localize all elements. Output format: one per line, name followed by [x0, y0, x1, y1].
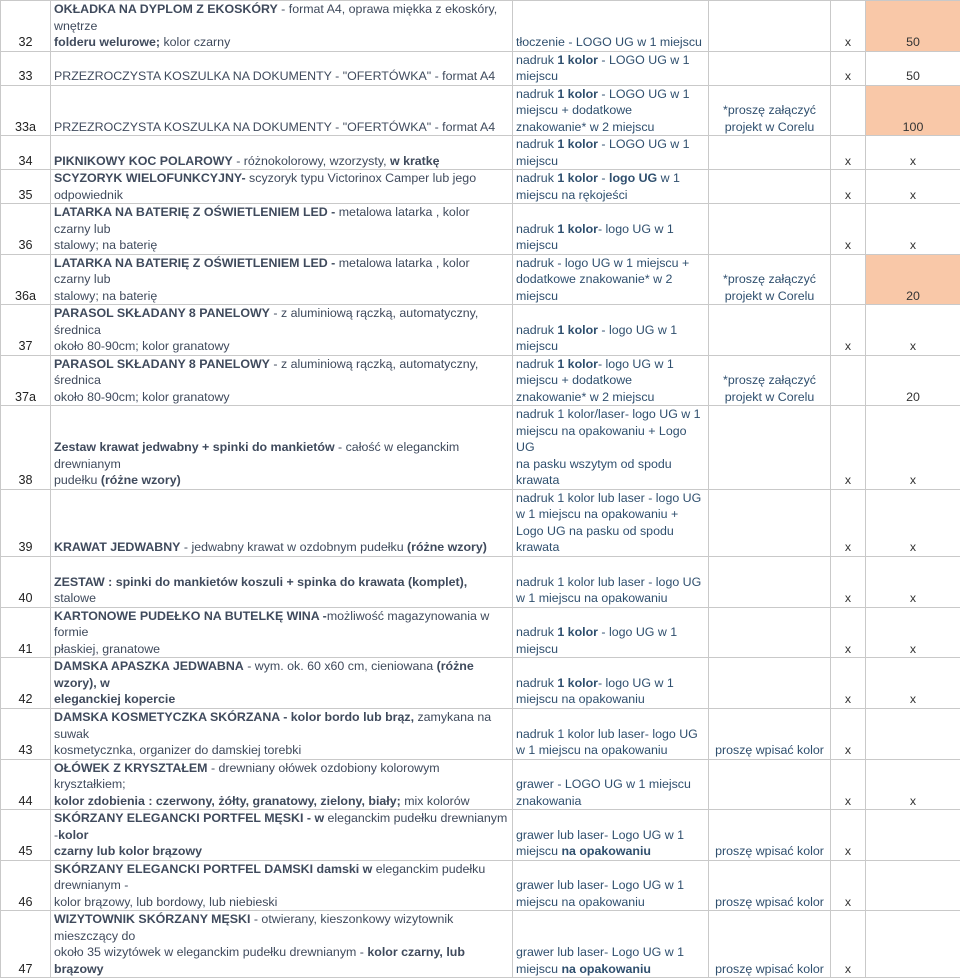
note-cell	[709, 406, 831, 490]
item-number-cell: 34	[1, 136, 51, 170]
desc-text: metalowa latarka , kolor czarny lub stalowy; na baterię	[54, 205, 470, 252]
item-number-cell: 43	[1, 708, 51, 759]
mark-text: 1 kolor	[557, 171, 598, 185]
note-cell: proszę wpisać kolor	[709, 911, 831, 978]
item-description-cell	[51, 708, 513, 759]
marking-method-cell	[513, 170, 709, 204]
item-description-cell	[51, 355, 513, 406]
item-number-cell: 33	[1, 51, 51, 85]
note-cell	[709, 658, 831, 709]
item-description-cell	[51, 1, 513, 52]
quantity-cell: x	[866, 607, 960, 658]
note-cell: proszę wpisać kolor	[709, 860, 831, 911]
desc-text: SKÓRZANY ELEGANCKI PORTFEL MĘSKI - w	[54, 811, 324, 825]
note-cell	[709, 607, 831, 658]
desc-text: PRZEZROCZYSTA KOSZULKA NA DOKUMENTY - "OFERTÓWKA" - format A4	[54, 120, 495, 134]
desc-text: mix kolorów	[401, 794, 470, 808]
note-cell	[709, 51, 831, 85]
item-number-cell: 42	[1, 658, 51, 709]
desc-text: eleganckim pudełku drewnianym - kolor brązowy, lub bordowy, lub niebieski	[54, 862, 485, 909]
item-number-cell: 36	[1, 204, 51, 255]
desc-text: - z aluminiową rączką, automatyczny, średnica około 80-90cm; kolor granatowy	[54, 306, 478, 353]
note-cell: proszę wpisać kolor	[709, 708, 831, 759]
table-row	[1, 489, 960, 556]
item-number-cell: 46	[1, 860, 51, 911]
table-row	[1, 85, 960, 136]
mark-text: na opakowaniu	[561, 962, 651, 976]
item-number-cell: 47	[1, 911, 51, 978]
item-number-cell: 45	[1, 810, 51, 861]
desc-text: OKŁADKA NA DYPLOM Z EKOSKÓRY	[54, 2, 278, 16]
quantity-cell	[866, 860, 960, 911]
desc-text: LATARKA NA BATERIĘ Z OŚWIETLENIEM LED -	[54, 205, 335, 219]
quantity-cell: 20	[866, 355, 960, 406]
mark-text: nadruk 1 kolor lub laser - logo UG w 1 miejscu na opakowaniu + Logo UG na pasku od spodu krawata	[516, 491, 701, 555]
x-marker-cell: x	[831, 607, 866, 658]
item-description-cell	[51, 759, 513, 810]
order-table-body	[1, 1, 960, 978]
quantity-cell: x	[866, 204, 960, 255]
quantity-cell: 100	[866, 85, 960, 136]
desc-text: - drewniany ołówek ozdobiony kolorowym kryształkiem;	[54, 761, 440, 792]
item-number-cell: 33a	[1, 85, 51, 136]
desc-text: możliwość magazynowania w formie płaskiej, granatowe	[54, 609, 489, 656]
mark-text: nadruk	[516, 53, 557, 67]
marking-method-cell	[513, 254, 709, 305]
x-marker-cell	[831, 254, 866, 305]
mark-text: - logo UG w 1 miejscu	[516, 222, 674, 253]
x-marker-cell: x	[831, 204, 866, 255]
table-row	[1, 1, 960, 52]
item-description-cell	[51, 136, 513, 170]
mark-text: - logo UG w 1 miejscu na opakowaniu	[516, 676, 674, 707]
quantity-cell: x	[866, 305, 960, 356]
mark-text: na opakowaniu	[561, 844, 651, 858]
table-row	[1, 170, 960, 204]
table-row	[1, 810, 960, 861]
x-marker-cell: x	[831, 708, 866, 759]
desc-text: folderu welurowe;	[54, 35, 160, 49]
mark-text: nadruk	[516, 625, 557, 639]
item-description-cell	[51, 204, 513, 255]
desc-text: DAMSKA KOSMETYCZKA SKÓRZANA - kolor bordo lub brąz,	[54, 710, 414, 724]
item-number-cell: 35	[1, 170, 51, 204]
desc-text: Zestaw krawat jedwabny + spinki do mankietów	[54, 440, 335, 454]
desc-text: kolor zdobienia : czerwony, żółty, granatowy, zielony, biały;	[54, 794, 401, 808]
note-cell	[709, 1, 831, 52]
table-row	[1, 204, 960, 255]
item-description-cell	[51, 170, 513, 204]
item-description-cell	[51, 305, 513, 356]
quantity-cell: x	[866, 759, 960, 810]
table-row	[1, 254, 960, 305]
item-description-cell	[51, 85, 513, 136]
item-number-cell: 37	[1, 305, 51, 356]
quantity-cell: x	[866, 556, 960, 607]
mark-text: 1 kolor	[557, 357, 598, 371]
table-row	[1, 305, 960, 356]
table-row	[1, 860, 960, 911]
item-number-cell: 41	[1, 607, 51, 658]
table-row	[1, 355, 960, 406]
x-marker-cell: x	[831, 556, 866, 607]
mark-text: nadruk	[516, 137, 557, 151]
quantity-cell: x	[866, 658, 960, 709]
item-number-cell: 36a	[1, 254, 51, 305]
x-marker-cell: x	[831, 911, 866, 978]
quantity-cell: 20	[866, 254, 960, 305]
mark-text: tłoczenie - LOGO UG w 1 miejscu	[516, 35, 702, 49]
table-row	[1, 708, 960, 759]
mark-text: - LOGO UG w 1 miejscu	[516, 53, 690, 84]
desc-text: stalowe	[54, 591, 96, 605]
mark-text: nadruk 1 kolor/laser- logo UG w 1 miejscu na opakowaniu + Logo UG na pasku wszytym od spodu krawata	[516, 407, 701, 487]
desc-text: (różne wzory), w eleganckiej kopercie	[54, 659, 474, 706]
desc-text: PARASOL SKŁADANY 8 PANELOWY	[54, 357, 270, 371]
item-number-cell: 44	[1, 759, 51, 810]
mark-text: w 1 miejscu na rękojeści	[516, 171, 680, 202]
marking-method-cell	[513, 810, 709, 861]
mark-text: nadruk	[516, 676, 557, 690]
marking-method-cell	[513, 204, 709, 255]
item-description-cell	[51, 658, 513, 709]
desc-text: PRZEZROCZYSTA KOSZULKA NA DOKUMENTY - "OFERTÓWKA" - format A4	[54, 69, 495, 83]
x-marker-cell: x	[831, 489, 866, 556]
desc-text: DAMSKA APASZKA JEDWABNA	[54, 659, 244, 673]
note-cell: *proszę załączyć projekt w Corelu	[709, 355, 831, 406]
mark-text: grawer lub laser- Logo UG w 1 miejscu na opakowaniu	[516, 878, 684, 909]
mark-text: - logo UG w 1 miejscu + dodatkowe znakowanie* w 2 miejscu	[516, 357, 674, 404]
x-marker-cell: x	[831, 305, 866, 356]
table-row	[1, 406, 960, 490]
mark-text: grawer - LOGO UG w 1 miejscu znakowania	[516, 777, 691, 808]
mark-text: 1 kolor	[557, 137, 598, 151]
marking-method-cell	[513, 607, 709, 658]
note-cell	[709, 305, 831, 356]
desc-text: w kratkę	[390, 154, 440, 168]
desc-text: SKÓRZANY ELEGANCKI PORTFEL DAMSKI damski w	[54, 862, 372, 876]
desc-text: SCYZORYK WIELOFUNKCYJNY-	[54, 171, 246, 185]
mark-text: nadruk 1 kolor lub laser- logo UG w 1 miejscu na opakowaniu	[516, 727, 698, 758]
marking-method-cell	[513, 406, 709, 490]
desc-text: KARTONOWE PUDEŁKO NA BUTELKĘ WINA -	[54, 609, 327, 623]
desc-text: - całość w eleganckim drewnianym pudełku	[54, 440, 459, 487]
mark-text: 1 kolor	[557, 87, 598, 101]
desc-text: kolor czarny lub kolor brązowy	[54, 828, 202, 859]
marking-method-cell	[513, 759, 709, 810]
x-marker-cell	[831, 355, 866, 406]
quantity-cell	[866, 708, 960, 759]
desc-text: PIKNIKOWY KOC POLAROWY	[54, 154, 233, 168]
mark-text: 1 kolor	[557, 53, 598, 67]
mark-text: grawer lub laser- Logo UG w 1 miejscu	[516, 945, 684, 976]
item-number-cell: 39	[1, 489, 51, 556]
marking-method-cell	[513, 556, 709, 607]
mark-text: -	[598, 171, 609, 185]
desc-text: ZESTAW : spinki do mankietów koszuli + spinka do krawata (komplet),	[54, 575, 467, 589]
mark-text: nadruk	[516, 171, 557, 185]
table-row	[1, 556, 960, 607]
item-description-cell	[51, 556, 513, 607]
desc-text: - wym. ok. 60 x60 cm, cieniowana	[244, 659, 437, 673]
mark-text: 1 kolor	[557, 323, 598, 337]
quantity-cell	[866, 911, 960, 978]
x-marker-cell: x	[831, 170, 866, 204]
mark-text: 1 kolor	[557, 222, 598, 236]
desc-text: WIZYTOWNIK SKÓRZANY MĘSKI	[54, 912, 250, 926]
mark-text: - logo UG w 1 miejscu	[516, 625, 677, 656]
desc-text: - jedwabny krawat w ozdobnym pudełku	[180, 540, 407, 554]
item-description-cell	[51, 489, 513, 556]
note-cell	[709, 204, 831, 255]
marking-method-cell	[513, 860, 709, 911]
quantity-cell	[866, 810, 960, 861]
x-marker-cell: x	[831, 51, 866, 85]
desc-text: - otwierany, kieszonkowy wizytownik mieszczący do około 35 wizytówek w eleganckim pudełku drewnianym -	[54, 912, 453, 959]
mark-text: nadruk	[516, 87, 557, 101]
quantity-cell: x	[866, 170, 960, 204]
mark-text: - logo UG w 1 miejscu	[516, 323, 677, 354]
item-description-cell	[51, 254, 513, 305]
desc-text: (różne wzory)	[407, 540, 487, 554]
item-description-cell	[51, 406, 513, 490]
mark-text: nadruk	[516, 222, 557, 236]
x-marker-cell: x	[831, 136, 866, 170]
quantity-cell: 50	[866, 1, 960, 52]
marking-method-cell	[513, 305, 709, 356]
marking-method-cell	[513, 911, 709, 978]
item-number-cell: 38	[1, 406, 51, 490]
desc-text: LATARKA NA BATERIĘ Z OŚWIETLENIEM LED -	[54, 256, 335, 270]
table-row	[1, 759, 960, 810]
item-description-cell	[51, 911, 513, 978]
desc-text: PARASOL SKŁADANY 8 PANELOWY	[54, 306, 270, 320]
marking-method-cell	[513, 708, 709, 759]
desc-text: OŁÓWEK Z KRYSZTAŁEM	[54, 761, 208, 775]
item-description-cell	[51, 860, 513, 911]
item-number-cell: 32	[1, 1, 51, 52]
item-description-cell	[51, 810, 513, 861]
marking-method-cell	[513, 489, 709, 556]
note-cell	[709, 489, 831, 556]
marking-method-cell	[513, 85, 709, 136]
x-marker-cell: x	[831, 1, 866, 52]
item-number-cell: 40	[1, 556, 51, 607]
desc-text: zamykana na suwak kosmetycznka, organizer do damskiej torebki	[54, 710, 491, 757]
table-row	[1, 607, 960, 658]
x-marker-cell	[831, 85, 866, 136]
table-row	[1, 51, 960, 85]
marking-method-cell	[513, 355, 709, 406]
table-row	[1, 136, 960, 170]
quantity-cell: 50	[866, 51, 960, 85]
x-marker-cell: x	[831, 658, 866, 709]
note-cell	[709, 556, 831, 607]
x-marker-cell: x	[831, 406, 866, 490]
mark-text: logo UG	[609, 171, 657, 185]
mark-text: nadruk	[516, 323, 557, 337]
note-cell: *proszę załączyć projekt w Corelu	[709, 85, 831, 136]
desc-text: kolor czarny	[160, 35, 230, 49]
note-cell	[709, 170, 831, 204]
mark-text: nadruk	[516, 357, 557, 371]
x-marker-cell: x	[831, 759, 866, 810]
desc-text: eleganckim pudełku drewnianym -	[54, 811, 507, 842]
note-cell	[709, 136, 831, 170]
x-marker-cell: x	[831, 810, 866, 861]
item-description-cell	[51, 607, 513, 658]
desc-text: - format A4, oprawa miękka z ekoskóry, wnętrze	[54, 2, 497, 33]
mark-text: 1 kolor	[557, 676, 598, 690]
desc-text: - z aluminiową rączką, automatyczny, średnica około 80-90cm; kolor granatowy	[54, 357, 478, 404]
quantity-cell: x	[866, 136, 960, 170]
desc-text: metalowa latarka , kolor czarny lub stalowy; na baterię	[54, 256, 470, 303]
mark-text: - LOGO UG w 1 miejscu + dodatkowe znakowanie* w 2 miejscu	[516, 87, 690, 134]
mark-text: grawer lub laser- Logo UG w 1 miejscu	[516, 828, 684, 859]
mark-text: 1 kolor	[557, 625, 598, 639]
item-description-cell	[51, 51, 513, 85]
desc-text: (różne wzory)	[101, 473, 181, 487]
marking-method-cell	[513, 658, 709, 709]
desc-text: scyzoryk typu Victorinox Camper lub jego odpowiednik	[54, 171, 476, 202]
desc-text: kolor czarny, lub brązowy	[54, 945, 465, 976]
mark-text: - LOGO UG w 1 miejscu	[516, 137, 690, 168]
marking-method-cell	[513, 51, 709, 85]
mark-text: nadruk 1 kolor lub laser - logo UG w 1 miejscu na opakowaniu	[516, 575, 701, 606]
item-number-cell: 37a	[1, 355, 51, 406]
quantity-cell: x	[866, 406, 960, 490]
x-marker-cell: x	[831, 860, 866, 911]
note-cell: *proszę załączyć projekt w Corelu	[709, 254, 831, 305]
table-row	[1, 658, 960, 709]
marking-method-cell	[513, 136, 709, 170]
marking-method-cell	[513, 1, 709, 52]
table-row	[1, 911, 960, 978]
note-cell: proszę wpisać kolor	[709, 810, 831, 861]
desc-text: - różnokolorowy, wzorzysty,	[233, 154, 390, 168]
mark-text: nadruk - logo UG w 1 miejscu + dodatkowe znakowanie* w 2 miejscu	[516, 256, 689, 303]
quantity-cell: x	[866, 489, 960, 556]
note-cell	[709, 759, 831, 810]
desc-text: KRAWAT JEDWABNY	[54, 540, 180, 554]
